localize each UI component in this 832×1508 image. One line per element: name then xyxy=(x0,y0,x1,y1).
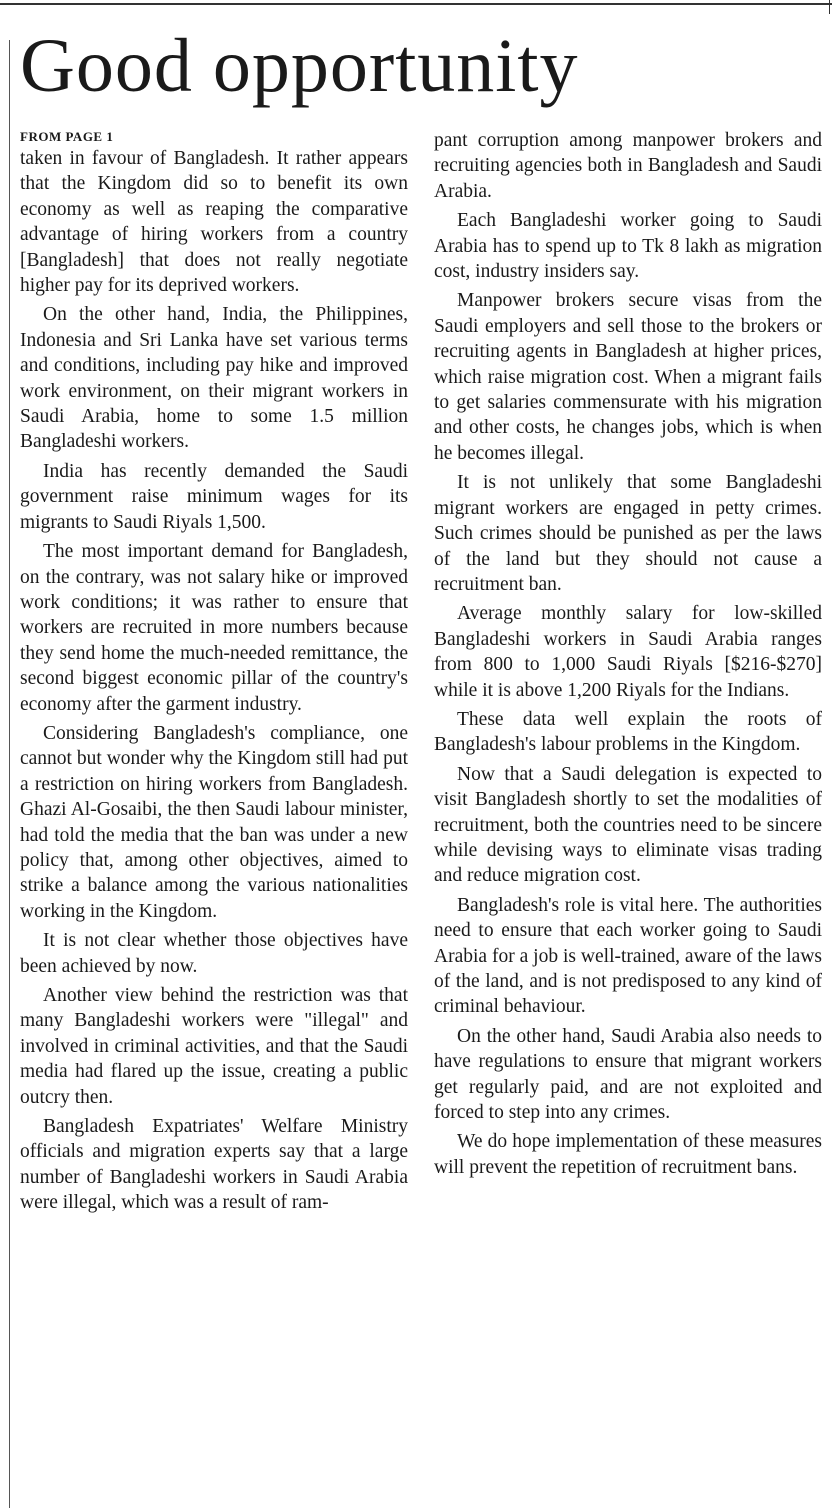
paragraph: Bangladesh Expatriates' Welfare Ministry officials and migration experts say that a large number of Bangladeshi workers in Saudi Arabia were illegal, which was a result of ram- xyxy=(20,1116,408,1214)
paragraph: pant corruption among manpower brokers and recruiting agencies both in Bangladesh and Saudi Arabia. xyxy=(434,130,822,202)
paragraph: On the other hand, Saudi Arabia also needs to have regulations to ensure that migrant workers get regularly paid, and are not exploited and forced to step into any crimes. xyxy=(434,1025,822,1124)
paragraph: Each Bangladeshi worker going to Saudi Arabia has to spend up to Tk 8 lakh as migration cost, industry insiders say. xyxy=(434,210,822,283)
paragraph: Considering Bangladesh's compliance, one cannot but wonder why the Kingdom still had put a restriction on hiring workers from Bangladesh. Ghazi Al-Gosaibi, the then Saudi labour minister, had told the media that the ban was under a new policy that, among other objectives, aimed to strike a balance among the various nationalities working in the Kingdom. xyxy=(20,722,408,922)
paragraph: On the other hand, India, the Philippines, Indonesia and Sri Lanka have set various terms and conditions, including pay hike and improved work environment, on their migrant workers in Saudi Arabia, home to some 1.5 million Bangladeshi workers. xyxy=(20,304,408,453)
column-rule-left xyxy=(9,40,10,1508)
top-rule xyxy=(0,3,832,5)
paragraph: It is not clear whether those objectives have been achieved by now. xyxy=(20,930,408,977)
paragraph: Another view behind the restriction was that many Bangladeshi workers were "illegal" and involved in criminal activities, and that the Saudi media had flared up the issue, creating a public outcry then. xyxy=(20,985,408,1108)
paragraph: Bangladesh's role is vital here. The authorities need to ensure that each worker going to Saudi Arabia for a job is well-trained, aware of the laws of the land, and is not predisposed to any kind of criminal behaviour. xyxy=(434,894,822,1018)
left-column xyxy=(20,128,408,1504)
headline: Good opportunity xyxy=(20,24,579,108)
article-body xyxy=(20,128,822,1504)
jump-line: FROM PAGE 1 xyxy=(20,129,114,144)
paragraph: We do hope implementation of these measures will prevent the repetition of recruitment bans. xyxy=(434,1131,822,1178)
paragraph: Manpower brokers secure visas from the Saudi employers and sell those to the brokers or recruiting agents in Bangladesh at higher prices, which raise migration cost. When a migrant fails to get salaries commensurate with his migration and other costs, he changes jobs, which is when he becomes illegal. xyxy=(434,290,822,464)
paragraph: Average monthly salary for low-skilled Bangladeshi workers in Saudi Arabia ranges from 800 to 1,000 Saudi Riyals [$216-$270] while it is above 1,200 Riyals for the Indians. xyxy=(434,603,822,701)
right-column xyxy=(434,128,822,1504)
paragraph: These data well explain the roots of Bangladesh's labour problems in the Kingdom. xyxy=(434,708,822,756)
corner-rule xyxy=(829,0,830,14)
paragraph: Now that a Saudi delegation is expected to visit Bangladesh shortly to set the modalities of recruitment, both the countries need to be sincere while devising ways to eliminate visas trading and reduce migration cost. xyxy=(434,763,822,887)
paragraph: India has recently demanded the Saudi government raise minimum wages for its migrants to Saudi Riyals 1,500. xyxy=(20,460,408,533)
paragraph: It is not unlikely that some Bangladeshi migrant workers are engaged in petty crimes. Such crimes should be punished as per the laws of the land but they should not cause a recruitment ban. xyxy=(434,472,822,595)
paragraph: The most important demand for Bangladesh, on the contrary, was not salary hike or improved work conditions; it was rather to ensure that workers are recruited in more numbers because they send home the much-needed remittance, the second biggest economic pillar of the country's economy after the garment industry. xyxy=(20,541,408,715)
paragraph: taken in favour of Bangladesh. It rather appears that the Kingdom did so to benefit its own economy as well as reaping the comparative advantage of hiring workers from a country [Bangladesh] that does not really negotiate higher pay for its deprived workers. xyxy=(20,148,408,297)
